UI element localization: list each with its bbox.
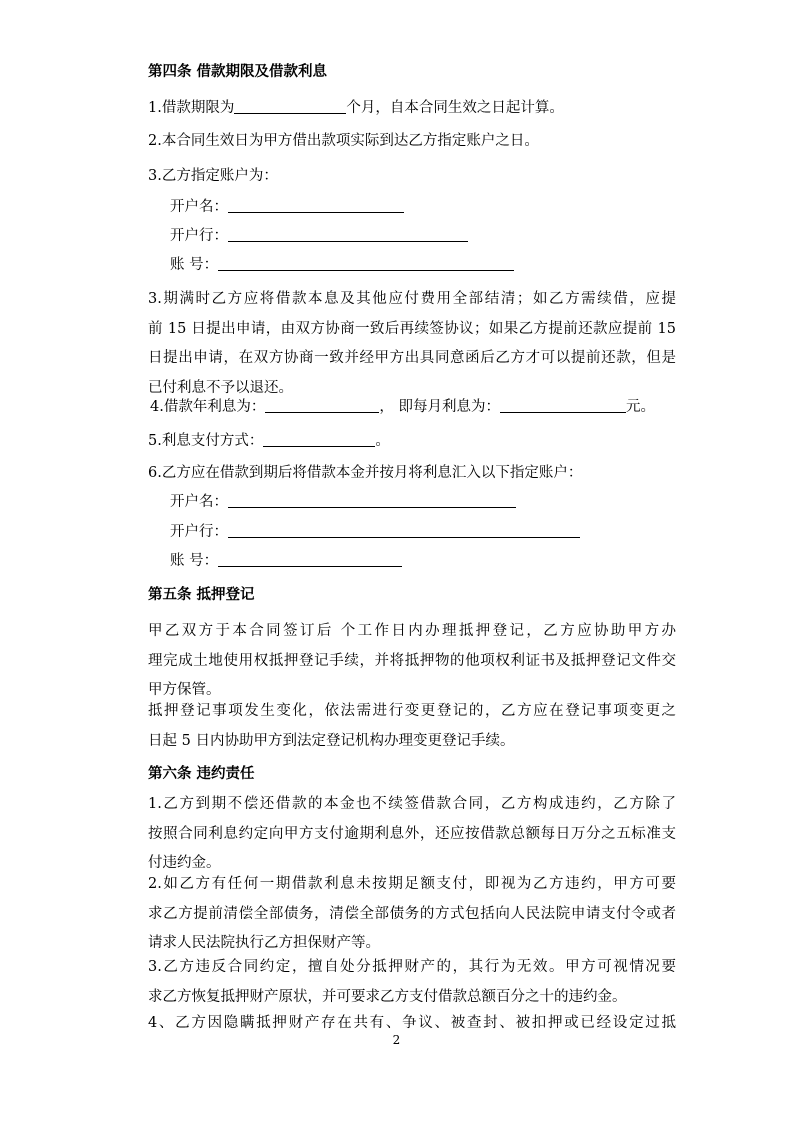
paragraph-line: 付违约金。	[148, 855, 221, 872]
paragraph-line: 4、乙方因隐瞒抵押财产存在共有、争议、被查封、被扣押或已经设定过抵	[148, 1015, 676, 1031]
account2-number-line	[170, 550, 402, 571]
article-5-title: 第五条 抵押登记	[148, 586, 255, 603]
account2-bank-label: 开户行：	[170, 524, 228, 540]
account2-number-label: 账 号：	[170, 553, 219, 569]
breach-clause-1	[148, 790, 676, 879]
account2-name-line	[170, 491, 516, 512]
paragraph-line: 1.乙方到期不偿还借款的本金也不续签借款合同，乙方构成违约，乙方除了	[148, 796, 676, 812]
paragraph-line: 日起 5 日内协助甲方到法定登记机构办理变更登记手续。	[148, 732, 515, 749]
article-4-title: 第四条 借款期限及借款利息	[148, 63, 328, 80]
paragraph-line: 按照合同利息约定向甲方支付逾期利息外，还应按借款总额每日万分之五标准支	[148, 825, 676, 842]
account2-name-blank[interactable]	[228, 491, 516, 508]
loan-term-suffix: 个月，自本合同生效之日起计算。	[346, 100, 564, 116]
paragraph-line: 甲乙双方于本合同签订后 个工作日内办理抵押登记，乙方应协助甲方办	[148, 623, 676, 639]
paragraph-line: 求乙方恢复抵押财产原状，并可要求乙方支付借款总额百分之十的违约金。	[148, 988, 627, 1005]
paragraph-line: 3.乙方违反合同约定，擅自处分抵押财产的，其行为无效。甲方可视情况要	[148, 959, 676, 975]
currency-unit: 元。	[625, 399, 655, 415]
annual-interest-label: 4.借款年利息为：	[150, 399, 266, 415]
account1-name-blank[interactable]	[228, 196, 404, 213]
monthly-interest-blank[interactable]	[500, 396, 626, 413]
maturity-settlement-paragraph	[148, 285, 676, 403]
loan-term-blank[interactable]	[234, 97, 346, 114]
repayment-account-heading: 6.乙方应在借款到期后将借款本金并按月将利息汇入以下指定账户：	[148, 465, 583, 481]
account1-bank-label: 开户行：	[170, 228, 228, 244]
account1-number-blank[interactable]	[218, 254, 514, 271]
paragraph-line: 抵押登记事项发生变化，依法需进行变更登记的，乙方应在登记事项变更之	[148, 703, 676, 719]
account2-number-blank[interactable]	[218, 550, 402, 567]
account2-bank-blank[interactable]	[228, 521, 580, 538]
breach-clause-2	[148, 870, 676, 959]
paragraph-line: 理完成土地使用权抵押登记手续，并将抵押物的他项权利证书及抵押登记文件交	[148, 652, 676, 669]
article-6-title: 第六条 违约责任	[148, 765, 255, 782]
paragraph-line: 求乙方提前清偿全部债务，清偿全部债务的方式包括向人民法院申请支付令或者	[148, 905, 676, 922]
account1-number-label: 账 号：	[170, 257, 219, 273]
account2-bank-line	[170, 521, 580, 542]
loan-term-label: 1.借款期限为	[148, 100, 235, 116]
payment-method-blank[interactable]	[263, 430, 375, 447]
effective-date-line: 2.本合同生效日为甲方借出款项实际到达乙方指定账户之日。	[148, 133, 539, 149]
registration-change-paragraph	[148, 697, 676, 756]
payment-method-line	[148, 430, 390, 451]
interest-line	[150, 396, 655, 417]
period: 。	[375, 433, 390, 449]
paragraph-line: 3.期满时乙方应将借款本息及其他应付费用全部结清；如乙方需续借，应提	[148, 291, 676, 307]
account2-name-label: 开户名：	[170, 494, 228, 510]
paragraph-line: 已付利息不予以退还。	[148, 379, 293, 396]
payment-method-label: 5.利息支付方式：	[148, 433, 264, 449]
designated-account-heading: 3.乙方指定账户为：	[148, 168, 278, 184]
account1-bank-blank[interactable]	[228, 225, 468, 242]
annual-interest-blank[interactable]	[265, 396, 379, 413]
mortgage-registration-paragraph	[148, 617, 676, 706]
paragraph-line: 请求人民法院执行乙方担保财产等。	[148, 935, 380, 952]
account1-bank-line	[170, 225, 468, 246]
loan-term-line	[148, 97, 564, 118]
paragraph-line: 2.如乙方有任何一期借款利息未按期足额支付，即视为乙方违约，甲方可要	[148, 876, 676, 892]
page-number: 2	[392, 1033, 401, 1047]
account1-number-line	[170, 254, 514, 275]
breach-clause-3	[148, 953, 676, 1012]
paragraph-line: 甲方保管。	[148, 682, 221, 699]
account1-name-label: 开户名：	[170, 199, 228, 215]
monthly-interest-label: ， 即每月利息为：	[379, 399, 500, 415]
account1-name-line	[170, 196, 404, 217]
paragraph-line: 前 15 日提出申请，由双方协商一致后再续签协议；如果乙方提前还款应提前 15	[148, 320, 676, 337]
paragraph-line: 日提出申请，在双方协商一致并经甲方出具同意函后乙方才可以提前还款，但是	[148, 350, 676, 367]
